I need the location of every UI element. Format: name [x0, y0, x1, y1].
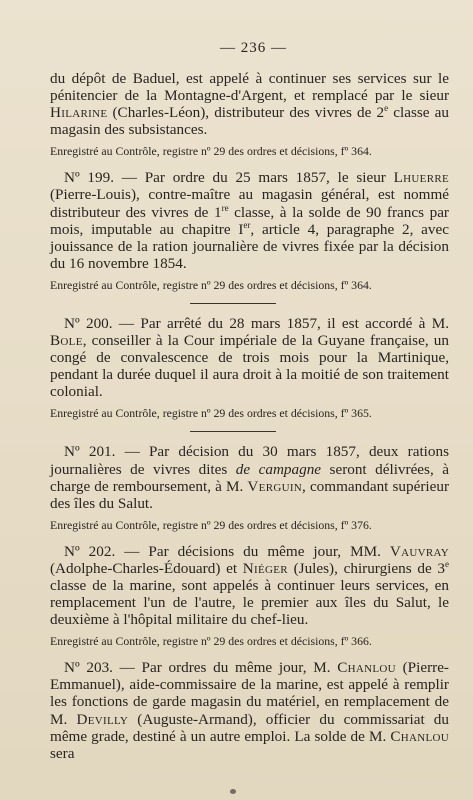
- registration-note: Enregistré au Contrôle, registre nº 29 des ordres et décisions, fº 376.: [50, 517, 372, 532]
- person-name: Bole: [50, 332, 83, 350]
- person-name: Vauvray: [389, 542, 449, 560]
- registration-note: Enregistré au Contrôle, registre nº 29 des ordres et décisions, fº 366.: [50, 634, 372, 649]
- entry-text: Nº 203. — Par ordres du même jour, M. Chanlou (Pierre-Emmanuel), aide-commissaire de la marine, est appelé à remplir les fonctions de garde magasin du matériel, en remplacement de M. Devilly (Auguste-Armand), officier du commissariat du même grade, destiné à un autre emploi. La solde de M. Chanlou sera: [50, 659, 449, 762]
- registration-note: Enregistré au Contrôle, registre nº 29 des ordres et décisions, fº 364.: [50, 144, 372, 159]
- entry-199: [50, 169, 449, 293]
- person-name: Hilarine: [50, 104, 108, 122]
- section-divider: [50, 421, 449, 443]
- entry-text: Nº 200. — Par arrêté du 28 mars 1857, il est accordé à M. Bole, conseiller à la Cour impériale de la Guyane française, un congé de convalescence de trois mois pour la Martinique, pendant la durée duquel il aura droit à la moitié de son traitement colonial.: [50, 314, 449, 401]
- person-name: Lhuerre: [393, 169, 449, 187]
- entry-text: Nº 199. — Par ordre du 25 mars 1857, le sieur Lhuerre (Pierre-Louis), contre-maître au magasin général, est nommé distributeur des vivres de 1re classe, à la solde de 90 francs par mois, imputable au chapitre Ier, article 4, paragraphe 2, avec jouissance de la ration journalière de vivres fixée par la décision du 16 novembre 1854.: [50, 169, 449, 272]
- person-name: Verguin: [247, 477, 303, 495]
- entry-text: Nº 201. — Par décision du 30 mars 1857, deux rations journalières de vivres dites de campagne seront délivrées, à charge de remboursement, à M. Verguin, commandant supérieur des îles du Salut.: [50, 443, 450, 512]
- entry-203: [50, 659, 449, 762]
- person-name: Chanlou: [390, 727, 449, 745]
- entry-200: [50, 315, 449, 421]
- entry-text: du dépôt de Baduel, est appelé à continuer ses services sur le pénitencier de la Montagne-d'Argent, et remplacé par le sieur Hilarine (Charles-Léon), distributeur des vivres de 2e classe au magasin des subsistances.: [50, 70, 449, 139]
- entry-201: [50, 443, 449, 532]
- ink-blot: [230, 789, 236, 794]
- person-name: Devilly: [76, 710, 129, 728]
- registration-note: Enregistré au Contrôle, registre nº 29 des ordres et décisions, fº 365.: [50, 406, 372, 421]
- person-name: Chanlou: [337, 659, 396, 677]
- page-number: — 236 —: [220, 40, 287, 56]
- italic-term: de campagne: [235, 460, 322, 478]
- entry-text: Nº 202. — Par décisions du même jour, MM. Vauvray (Adolphe-Charles-Édouard) et Niéger (Jules), chirurgiens de 3e classe de la marine, sont appelés à continuer leurs services, en remplacement l'un de l'autre, le premier aux îles du Salut, le deuxième à l'hôpital militaire du chef-lieu.: [50, 542, 449, 629]
- entry-continuation: [50, 70, 449, 159]
- section-divider: [50, 293, 449, 315]
- entry-202: [50, 543, 449, 649]
- person-name: Niéger: [242, 559, 288, 577]
- registration-note: Enregistré au Contrôle, registre nº 29 des ordres et décisions, fº 364.: [50, 277, 372, 292]
